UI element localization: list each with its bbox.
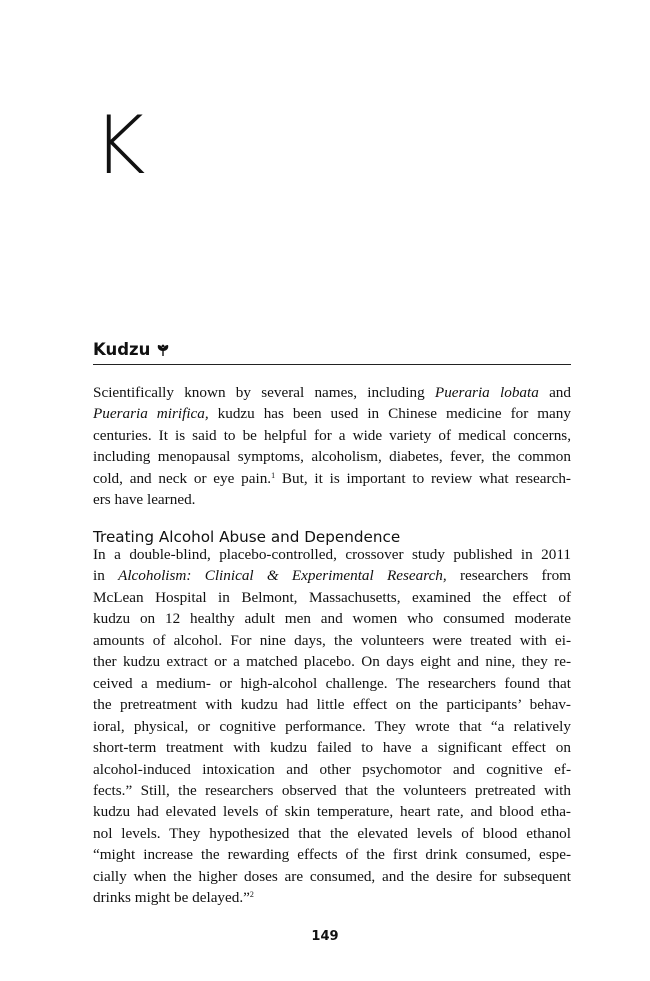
text-line [93,468,571,489]
text-line [93,737,571,758]
text-segment: Pueraria mirifica, [93,405,209,423]
text-segment: fects.” Still, the researchers observed that the volunteers pretreated with [93,781,571,799]
footnote-marker: 1 [271,470,276,480]
text-segment: Alcoholism: Clinical & Experimental Research, [118,567,447,585]
page-number: 149 [311,929,339,944]
footnote-marker: 2 [249,890,254,900]
chapter-letter: K [93,99,144,192]
text-line [93,382,571,403]
text-line [93,565,571,586]
text-segment: kudzu has been used in Chinese medicine for many [208,405,571,423]
text-segment: ioral, physical, or cognitive performance. They wrote that “a relatively [93,717,571,735]
text-line [93,608,571,629]
text-segment: centuries. It is said to be helpful for a wide variety of medical concerns, [93,426,571,444]
text-line [93,489,571,510]
text-line [93,694,571,715]
text-segment: Pueraria lobata [434,384,539,401]
intro-paragraph [93,382,571,511]
text-segment: amounts of alcohol. For nine days, the volunteers were treated with ei- [93,631,571,649]
text-line [93,446,571,467]
text-segment: nol levels. They hypothesized that the elevated levels of blood ethanol [93,824,571,842]
entry-title: Kudzu [93,340,151,359]
text-line [93,673,571,694]
text-segment: McLean Hospital in Belmont, Massachusetts, examined the effect of [93,588,571,606]
text-segment: and [538,384,571,401]
text-segment: in [93,567,119,585]
text-segment: drinks might be delayed.” [93,889,250,907]
text-segment: But, it is important to review what research- [275,469,571,487]
text-segment: the pretreatment with kudzu had little effect on the participants’ behav- [93,696,571,714]
text-line [93,844,571,865]
text-line [93,716,571,737]
text-segment: ers have learned. [93,491,196,509]
text-line [93,630,571,651]
text-segment: including menopausal symptoms, alcoholism, diabetes, fever, the common [93,448,571,466]
section-paragraph [93,544,571,909]
entry-heading [93,340,571,359]
text-segment: cially when the higher doses are consumed, and the desire for subsequent [93,867,571,885]
text-line [93,403,571,424]
text-segment: ceived a medium- or high-alcohol challenge. The researchers found that [93,674,571,692]
text-line [93,780,571,801]
text-segment: kudzu had elevated levels of skin temperature, heart rate, and blood etha- [93,803,571,821]
text-segment: short-term treatment with kudzu failed to have a significant effect on [93,739,571,757]
text-line [93,823,571,844]
text-line [93,651,571,672]
text-segment: researchers from [446,567,571,585]
text-line [93,587,571,608]
text-segment: alcohol-induced intoxication and other psychomotor and cognitive ef- [93,760,571,778]
herb-symbol-icon [156,343,170,357]
text-segment: cold, and neck or eye pain. [93,469,272,487]
text-segment: Scientifically known by several names, including [93,384,435,401]
text-line [93,544,571,565]
text-line [93,759,571,780]
section-heading: Treating Alcohol Abuse and Dependence [93,528,401,546]
text-segment: “might increase the rewarding effects of the first drink consumed, espe- [93,846,571,864]
text-line [93,425,571,446]
text-line [93,887,571,908]
heading-rule [93,364,571,365]
text-segment: In a double-blind, placebo-controlled, crossover study published in 2011 [93,546,571,563]
text-segment: ther kudzu extract or a matched placebo. On days eight and nine, they re- [93,653,571,671]
text-line [93,866,571,887]
text-line [93,801,571,822]
text-segment: kudzu on 12 healthy adult men and women who consumed moderate [93,610,571,628]
